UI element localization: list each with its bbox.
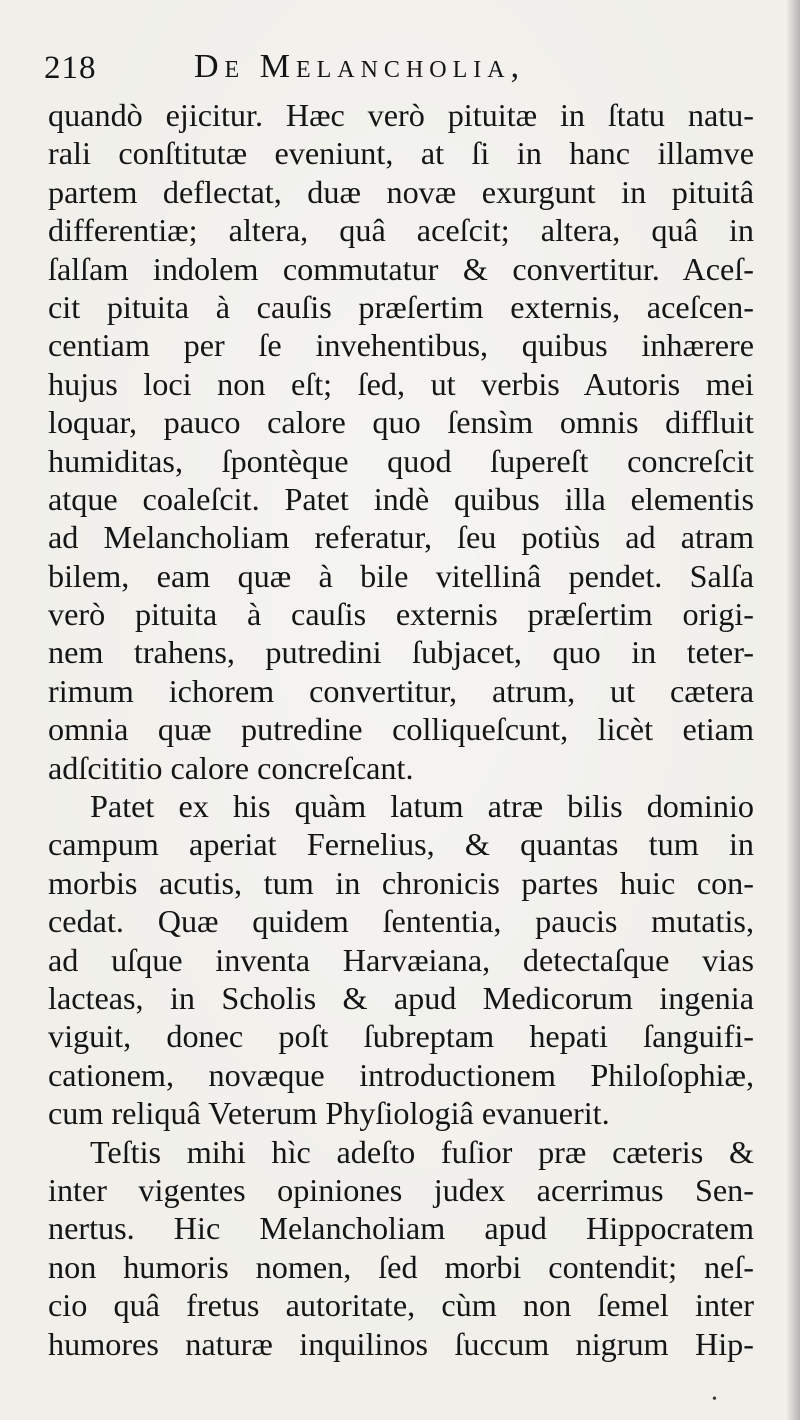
page-edge-shadow [786,0,800,1420]
text-line: rali conſtitutæ eveniunt, at ſi in hanc illamve [48,135,754,172]
text-line: hujus loci non eſt; ſed, ut verbis Autoris mei [48,365,754,402]
text-line: verò pituita à cauſis externis præſertim origi- [48,596,754,633]
text-line: bilem, eam quæ à bile vitellinâ pendet. Salſa [48,557,754,594]
text-line: non humoris nomen, ſed morbi contendit; neſ- [48,1248,754,1285]
text-line: centiam per ſe invehentibus, quibus inhærere [48,327,754,364]
text-line: cedat. Quæ quidem ſententia, paucis mutatis, [48,903,754,940]
text-line: viguit, donec poſt ſubreptam hepati ſanguifi- [48,1018,754,1055]
text-line: cit pituita à cauſis præſertim externis, aceſcen- [48,288,754,325]
text-line: loquar, pauco calore quo ſensìm omnis diffluit [48,404,754,441]
text-line: ſalſam indolem commutatur & convertitur. Aceſ- [48,250,754,287]
text-line: humiditas, ſpontèque quod ſupereſt concreſcit [48,442,754,479]
text-line: rimum ichorem convertitur, atrum, ut cætera [48,672,754,709]
text-line: ad Melancholiam referatur, ſeu potiùs ad atram [48,519,754,556]
body-text [48,96,754,1363]
text-line: omnia quæ putredine colliqueſcunt, licèt etiam [48,711,754,748]
text-line: morbis acutis, tum in chronicis partes huic con- [48,864,754,901]
page-number: 218 [44,50,97,86]
text-line: atque coaleſcit. Patet indè quibus illa elementis [48,480,754,517]
text-line: nertus. Hic Melancholiam apud Hippocratem [48,1210,754,1247]
page-header [44,44,764,94]
text-line: lacteas, in Scholis & apud Medicorum ingenia [48,979,754,1016]
text-line: adſcititio calore concreſcant. [48,749,414,786]
text-line: nem trahens, putredini ſubjacet, quo in teter- [48,634,754,671]
text-line: differentiæ; altera, quâ aceſcit; altera, quâ in [48,212,754,249]
text-line: quandò ejicitur. Hæc verò pituitæ in ſtatu natu- [48,97,754,133]
printer-mark: • [712,1392,717,1407]
running-head: De Melancholia, [194,48,526,85]
text-line: cum reliquâ Veterum Phyſiologiâ evanuerit. [48,1095,610,1132]
text-line: ad uſque inventa Harvæiana, detectaſque vias [48,941,754,978]
text-line: Teſtis mihi hìc adeſto fuſior præ cæteris & [90,1133,754,1170]
text-line: humores naturæ inquilinos ſuccum nigrum Hip- [48,1325,754,1362]
text-line: campum aperiat Fernelius, & quantas tum in [48,826,754,863]
text-line: cationem, novæque introductionem Philoſophiæ, [48,1056,754,1093]
text-line: inter vigentes opiniones judex acerrimus Sen- [48,1171,754,1208]
text-line: cio quâ fretus autoritate, cùm non ſemel inter [48,1287,754,1324]
text-line: partem deflectat, duæ novæ exurgunt in pituitâ [48,173,754,210]
text-line: Patet ex his quàm latum atræ bilis dominio [90,788,754,825]
